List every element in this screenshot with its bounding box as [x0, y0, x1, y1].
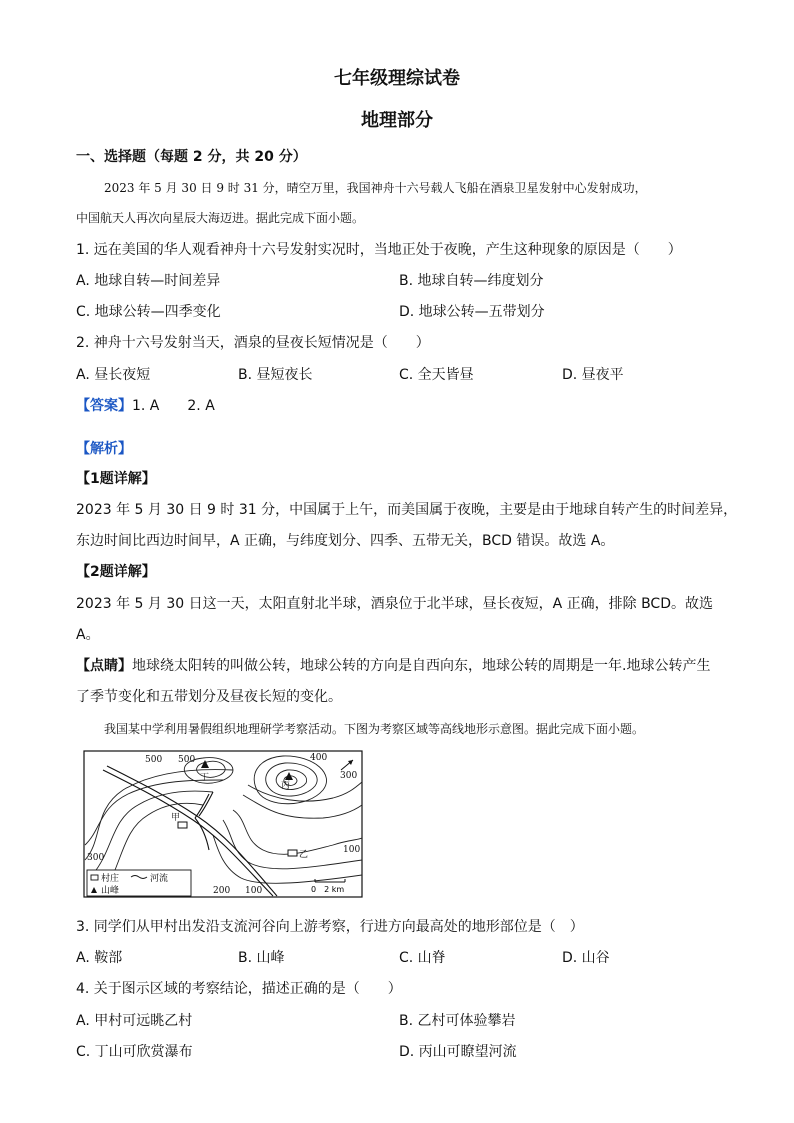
village-yi-label: 乙	[299, 850, 309, 860]
passage2: 我国某中学利用暑假组织地理研学考察活动。下图为考察区域等高线地形示意图。据此完成下面小题。	[104, 722, 645, 736]
q2-option-b: B. 昼短夜长	[238, 367, 313, 383]
contour-label: 400	[310, 753, 328, 763]
q1-option-b: B. 地球自转—纬度划分	[399, 273, 544, 289]
point-tag: 【点睛】	[76, 658, 132, 674]
detail2-line2: A。	[76, 627, 100, 643]
q2-stem: 2. 神舟十六号发射当天，酒泉的昼夜长短情况是（ ）	[76, 335, 430, 351]
q4-option-c: C. 丁山可欣赏瀑布	[76, 1044, 193, 1060]
passage1-line1: 2023 年 5 月 30 日 9 时 31 分，晴空万里，我国神舟十六号载人飞船在酒泉卫星发射中心发射成功，	[104, 181, 647, 195]
q1-option-c: C. 地球公转—四季变化	[76, 304, 221, 320]
contour-map	[83, 750, 363, 898]
answer-text: 1. A 2. A	[132, 398, 215, 414]
detail2-line1: 2023 年 5 月 30 日这一天，太阳直射北半球，酒泉位于北半球，昼长夜短，A 正确，排除 BCD。故选	[76, 596, 713, 612]
exam-subtitle: 地理部分	[361, 110, 433, 131]
q3-option-a: A. 鞍部	[76, 950, 123, 966]
section-heading: 一、选择题（每题 2 分，共 20 分）	[76, 149, 307, 165]
q1-stem: 1. 远在美国的华人观看神舟十六号发射实况时，当地正处于夜晚，产生这种现象的原因是（ ）	[76, 242, 682, 258]
legend-river-label: 河流	[150, 874, 169, 884]
contour-label: 500	[145, 755, 163, 765]
legend-village-icon	[91, 875, 98, 880]
contour-label: 300	[340, 771, 358, 781]
q3-stem: 3. 同学们从甲村出发沿支流河谷向上游考察，行进方向最高处的地形部位是（ ）	[76, 919, 584, 935]
point-line1	[76, 656, 710, 676]
legend-peak-label: 山峰	[101, 886, 120, 896]
q3-option-b: B. 山峰	[238, 950, 285, 966]
contour-label: 500	[178, 755, 196, 765]
scale-label: 0 2 km	[311, 885, 345, 894]
point-line2: 了季节变化和五带划分及昼夜长短的变化。	[76, 689, 342, 705]
passage1-line2: 中国航天人再次向星辰大海迈进。据此完成下面小题。	[76, 211, 365, 225]
q2-option-a: A. 昼长夜短	[76, 367, 151, 383]
q4-option-a: A. 甲村可远眺乙村	[76, 1013, 193, 1029]
peak-bing-label: 丙	[281, 781, 291, 791]
q4-stem: 4. 关于图示区域的考察结论，描述正确的是（ ）	[76, 981, 402, 997]
answer-tag: 【答案】	[76, 398, 132, 414]
detail1-line1: 2023 年 5 月 30 日 9 时 31 分，中国属于上午，而美国属于夜晚，主要是由于地球自转产生的时间差异，	[76, 502, 738, 518]
analysis-tag: 【解析】	[76, 441, 132, 457]
village-yi-icon	[288, 850, 297, 856]
point-text1: 地球绕太阳转的叫做公转，地球公转的方向是自西向东，地球公转的周期是一年.地球公转产生	[132, 658, 711, 674]
contour-label: 200	[213, 886, 231, 896]
q1-option-d: D. 地球公转—五带划分	[399, 304, 545, 320]
q4-option-d: D. 丙山可瞭望河流	[399, 1044, 517, 1060]
q4-option-b: B. 乙村可体验攀岩	[399, 1013, 516, 1029]
detail1-tag: 【1题详解】	[76, 471, 156, 487]
q1-option-a: A. 地球自转—时间差异	[76, 273, 221, 289]
q2-option-d: D. 昼夜平	[562, 367, 624, 383]
q3-option-d: D. 山谷	[562, 950, 610, 966]
peak-ding-label: 丁	[200, 773, 210, 783]
q3-option-c: C. 山脊	[399, 950, 446, 966]
contour-label: 300	[87, 853, 105, 863]
q2-option-c: C. 全天皆昼	[399, 367, 474, 383]
detail2-tag: 【2题详解】	[76, 564, 156, 580]
village-jia-label: 甲	[171, 813, 181, 823]
legend-village-label: 村庄	[101, 874, 120, 884]
exam-title: 七年级理综试卷	[334, 68, 460, 89]
map-legend	[87, 870, 191, 896]
detail1-line2: 东边时间比西边时间早，A 正确，与纬度划分、四季、五带无关，BCD 错误。故选 A。	[76, 533, 615, 549]
contour-label: 100	[245, 886, 263, 896]
contour-label: 100	[343, 845, 361, 855]
answer-line	[76, 396, 215, 416]
